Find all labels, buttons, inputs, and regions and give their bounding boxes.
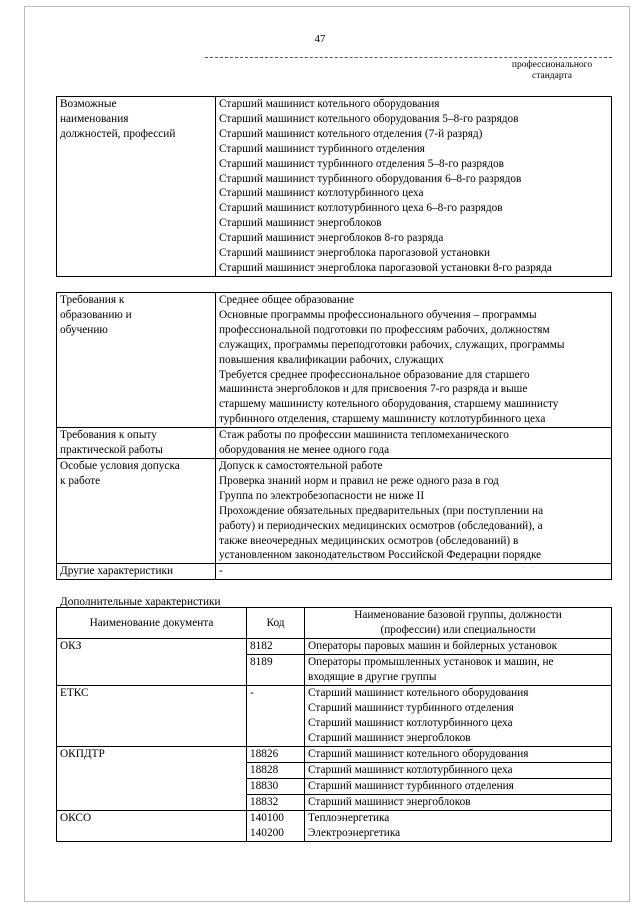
requirement-label [57,564,216,580]
name-line: Старший машинист турбинного отделения [308,702,514,714]
name-line: Старший машинист котельного оборудования [308,687,529,699]
text-line: Проверка знаний норм и правил не реже одного раза в год [219,474,499,487]
code-cell: - [247,686,305,747]
positions-table [56,96,612,277]
requirement-label [57,458,216,563]
requirement-text [216,564,612,580]
position-item: Старший машинист турбинного отделения [219,142,425,155]
label-line: практической работы [60,444,163,457]
name-cell [305,686,612,747]
name-cell: Старший машинист турбинного отделения [305,779,612,795]
label-line: должностей, профессий [60,127,176,140]
position-item: Старший машинист энергоблоков 8-го разряда [219,232,444,245]
text-line: Стаж работы по профессии машиниста тепломеханического [219,429,509,442]
name-cell [305,811,612,842]
position-item: Старший машинист котельного оборудования 5–8-го разрядов [219,112,519,125]
text-line: Группа по электробезопасности не ниже II [219,489,425,502]
table-row [57,747,612,763]
header-caption [497,60,607,82]
name-cell [305,639,612,655]
code-cell: 18830 [247,779,305,795]
positions-row [57,97,612,277]
name-line: Операторы паровых машин и бойлерных установок [308,640,558,652]
text-line: работу) и периодических медицинских осмотров (обследований), а [219,519,543,532]
text-line: Прохождение обязательных предварительных (при поступлении на [219,504,544,517]
doc-cell: ОКСО [57,811,247,842]
additional-title: Дополнительные характеристики [60,596,221,608]
header-name-line: (профессии) или специальности [380,624,536,636]
label-line: наименования [60,112,129,125]
text-line: Среднее общее образование [219,294,355,306]
doc-cell: ЕТКС [57,686,247,747]
table-row [57,686,612,747]
requirement-text [216,458,612,563]
text-line: оборудования не менее одного года [219,444,390,457]
position-item: Старший машинист энергоблока парогазовой установки 8-го разряда [219,261,552,274]
page-number: 47 [314,33,326,45]
name-line: входящие в другие группы [308,671,437,683]
position-item: Старший машинист энергоблоков [219,217,382,230]
requirements-row-experience [57,428,612,459]
text-line: повышения квалификации рабочих, служащих [219,353,444,366]
name-cell: Старший машинист котельного оборудования [305,747,612,763]
text-line: старшему машинисту котельного оборудования, старшему машинисту [219,398,559,411]
position-item: Старший машинист котлотурбинного цеха [219,187,424,200]
requirement-label [57,293,216,428]
additional-table [56,607,612,842]
code-cell: 8182 [247,639,305,655]
header-name-line: Наименование базовой группы, должности [354,609,562,621]
header-doc: Наименование документа [57,608,247,639]
label-line: обучению [60,323,108,336]
code-cell: 18828 [247,763,305,779]
header-caption-line: профессионального [511,60,593,70]
doc-cell: ОКЗ [57,639,247,686]
position-item: Старший машинист котлотурбинного цеха 6–8-го разрядов [219,202,503,215]
name-cell: Старший машинист энергоблоков [305,795,612,811]
positions-list [216,97,612,277]
text-line: профессиональной подготовки по профессиям рабочих, должностям [219,323,550,336]
code-cell: 18826 [247,747,305,763]
position-item: Старший машинист котельного отделения (7-й разряд) [219,127,483,140]
table-row [57,639,612,655]
name-cell: Старший машинист котлотурбинного цеха [305,763,612,779]
label-line: образованию и [60,308,132,321]
requirements-row-other [57,564,612,580]
name-cell [305,655,612,686]
text-line: Допуск к самостоятельной работе [219,459,383,472]
name-line: Старший машинист энергоблоков [308,732,471,744]
table-row [57,811,612,842]
position-item: Старший машинист турбинного оборудования 6–8-го разрядов [219,172,522,185]
text-line: также внеочередных медицинских осмотров (обследований) в [219,534,519,547]
header-code: Код [247,608,305,639]
text-line: машиниста энергоблоков и для присвоения 7-го разряда и выше [219,383,528,396]
positions-label [57,97,216,277]
text-line: Основные программы профессионального обучения – программы [219,308,537,321]
requirement-text [216,293,612,428]
requirements-row-admission [57,458,612,563]
text-line: турбинного отделения, старшему машинисту котлотурбинного цеха [219,413,546,426]
position-item: Старший машинист турбинного отделения 5–8-го разрядов [219,157,504,170]
text-line: Требуется среднее профессиональное образование для старшего [219,368,530,381]
doc-cell: ОКПДТР [57,747,247,811]
name-line: Теплоэнергетика [308,812,390,824]
position-item: Старший машинист энергоблока парогазовой установки [219,247,491,260]
label-line: к работе [60,474,101,487]
label-line: Другие характеристики [60,565,174,578]
label-line: Особые условия допуска [60,459,180,472]
position-item: Старший машинист котельного оборудования [219,98,440,110]
name-line: Операторы промышленных установок и машин, не [308,656,554,668]
label-line: Требования к опыту [60,429,157,442]
header-name [305,608,612,639]
header-rule [205,57,612,58]
name-line: Электроэнергетика [308,827,401,839]
text-line: - [219,565,223,578]
text-line: служащих, программы переподготовки рабочих, служащих, программы [219,338,565,351]
code-cell: 18832 [247,795,305,811]
label-line: Возможные [60,98,117,110]
requirements-row-education [57,293,612,428]
text-line: установленном законодательством Российской Федерации порядке [219,549,542,562]
additional-header-row [57,608,612,639]
requirement-label [57,428,216,459]
requirements-table [56,292,612,580]
code-cell [247,811,305,842]
name-line: Старший машинист котлотурбинного цеха [308,717,513,729]
code-line: 140200 [250,827,284,839]
header-caption-line: стандарта [532,71,572,81]
code-cell: 8189 [247,655,305,686]
code-line: 140100 [250,812,284,824]
requirement-text [216,428,612,459]
label-line: Требования к [60,294,125,306]
